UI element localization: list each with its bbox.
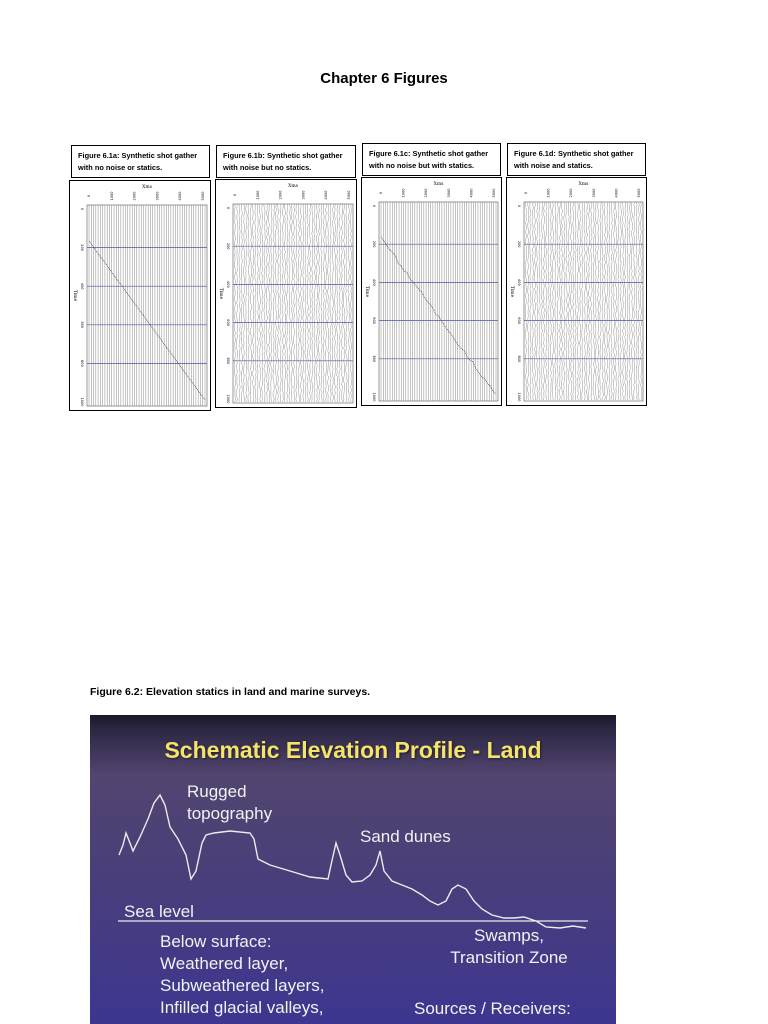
seismic-trace (541, 202, 542, 400)
sand-dunes-label: Sand dunes (360, 827, 451, 846)
list-item: Below surface: (160, 932, 272, 951)
x-tick-label: 1000 (109, 191, 114, 201)
y-tick-label: 600 (226, 319, 230, 326)
seismic-trace (530, 202, 531, 400)
seismic-trace (325, 204, 326, 402)
seismic-trace (568, 202, 569, 400)
seismic-trace (640, 202, 641, 400)
sources-receivers-label: Sources / Receivers: (414, 999, 571, 1018)
seismic-trace (552, 202, 553, 400)
y-tick-label: 1000 (226, 394, 230, 404)
seismic-trace (291, 204, 292, 402)
seismic-trace (582, 202, 583, 400)
seismic-trace (600, 202, 601, 400)
caption-line: with no noise or statics. (78, 163, 163, 172)
seismic-trace (607, 202, 608, 400)
seismic-trace (337, 204, 338, 402)
shot-gather-svg (362, 178, 501, 405)
seismic-trace (348, 204, 349, 402)
seismic-trace (525, 202, 526, 400)
figure-6-1b-plot (215, 179, 357, 408)
x-tick-label: 3000 (446, 188, 451, 198)
seismic-trace (332, 204, 333, 402)
x-tick-label: 2000 (424, 188, 429, 198)
slide-title: Schematic Elevation Profile - Land (164, 737, 542, 763)
seismic-trace (528, 202, 529, 400)
x-tick-label: 4000 (324, 190, 329, 200)
figure-6-1c-plot (361, 177, 502, 406)
y-axis-label: Time (509, 285, 514, 298)
y-tick-label: 400 (372, 279, 376, 286)
label-line: Rugged (187, 782, 247, 801)
y-tick-label: 200 (226, 242, 230, 250)
x-axis-label: Xms (142, 185, 152, 190)
seismic-trace (284, 204, 285, 402)
seismic-trace (532, 202, 533, 400)
seismic-trace (350, 204, 351, 402)
x-tick-label: 3000 (591, 188, 596, 198)
first-arrival-event (381, 237, 496, 394)
seismic-trace (305, 204, 306, 402)
seismic-trace (609, 202, 610, 400)
seismic-trace (273, 204, 274, 402)
y-tick-label: 800 (372, 355, 376, 363)
y-tick-label: 0 (372, 204, 376, 208)
seismic-trace (591, 202, 592, 400)
seismic-trace (303, 204, 304, 402)
seismic-trace (539, 202, 540, 400)
seismic-trace (250, 204, 251, 402)
seismic-trace (634, 202, 635, 400)
seismic-trace (559, 202, 560, 400)
seismic-trace (620, 202, 621, 400)
seismic-trace (268, 204, 269, 402)
seismic-trace (557, 202, 558, 400)
x-tick-label: 5000 (637, 188, 641, 198)
x-tick-label: 2000 (569, 188, 574, 198)
first-arrival-event (89, 241, 205, 400)
y-tick-label: 600 (517, 317, 521, 324)
y-axis-label: Time (364, 285, 369, 298)
seismic-trace (280, 204, 281, 402)
seismic-trace (253, 204, 254, 402)
seismic-trace (293, 204, 294, 402)
seismic-trace (334, 204, 335, 402)
seismic-trace (262, 204, 263, 402)
list-item: Weathered layer, (160, 954, 289, 973)
shot-gather-svg (216, 180, 356, 407)
caption-line: with no noise but with statics. (369, 161, 475, 170)
figure-6-1a-caption (71, 145, 210, 178)
seismic-trace (300, 204, 301, 402)
list-item: Infilled glacial valleys, (160, 998, 324, 1017)
seismic-trace (595, 202, 596, 400)
seismic-trace (296, 204, 297, 402)
seismic-trace (602, 202, 603, 400)
seismic-trace (613, 202, 614, 400)
seismic-trace (534, 202, 535, 400)
seismic-trace (550, 202, 551, 400)
swamps-label (445, 925, 573, 969)
caption-line: Figure 6.1d: Synthetic shot gather (514, 149, 634, 158)
seismic-trace (312, 204, 313, 402)
caption-line: Figure 6.1a: Synthetic shot gather (78, 151, 198, 160)
y-tick-label: 400 (80, 282, 84, 290)
figure-6-1d-plot (506, 177, 647, 406)
caption-line: with noise but no statics. (223, 163, 312, 172)
seismic-trace (346, 204, 347, 402)
y-axis-label: Time (72, 289, 77, 302)
x-tick-label: 3000 (155, 191, 160, 201)
seismic-trace (339, 204, 340, 402)
x-tick-label: 2000 (278, 190, 283, 200)
label-line: Swamps, (474, 926, 544, 945)
y-tick-label: 800 (80, 360, 84, 367)
x-tick-label: 0 (233, 193, 237, 197)
label-line: Transition Zone (450, 948, 568, 967)
seismic-trace (577, 202, 578, 400)
x-tick-label: 1000 (255, 190, 260, 200)
seismic-trace (579, 202, 580, 400)
seismic-trace (289, 204, 290, 402)
figure-6-1d-caption (507, 143, 646, 176)
shot-gather-svg (507, 178, 646, 405)
x-tick-label: 5000 (347, 190, 351, 200)
y-tick-label: 200 (80, 244, 84, 251)
caption-line: Figure 6.1b: Synthetic shot gather (223, 151, 343, 160)
x-axis-label: Xms (578, 182, 589, 187)
x-tick-label: 0 (379, 191, 383, 195)
seismic-trace (287, 204, 288, 402)
y-tick-label: 800 (226, 357, 230, 365)
list-item: Subweathered layers, (160, 976, 325, 995)
seismic-trace (631, 202, 632, 400)
seismic-trace (239, 204, 240, 402)
seismic-trace (548, 202, 549, 400)
seismic-trace (278, 204, 279, 402)
seismic-trace (241, 204, 242, 402)
seismic-trace (266, 204, 267, 402)
x-tick-label: 5000 (201, 191, 205, 201)
seismic-trace (546, 202, 547, 400)
figure-6-1c-caption (362, 143, 501, 176)
seismic-trace (629, 202, 630, 400)
y-tick-label: 1000 (372, 392, 376, 402)
x-tick-label: 1000 (401, 188, 406, 198)
x-tick-label: 4000 (178, 191, 183, 201)
seismic-trace (341, 204, 342, 402)
seismic-trace (282, 204, 283, 402)
x-tick-label: 2000 (132, 191, 137, 201)
y-tick-label: 200 (372, 240, 376, 248)
figure-6-2-caption: Figure 6.2: Elevation statics in land and marine surveys. (90, 686, 371, 698)
seismic-trace (636, 202, 637, 400)
seismic-trace (638, 202, 639, 400)
seismic-trace (275, 204, 276, 402)
y-tick-label: 800 (517, 355, 521, 363)
x-tick-label: 4000 (469, 188, 474, 198)
rugged-topography-label (187, 781, 272, 825)
elevation-profile-slide (90, 715, 616, 1024)
seismic-trace (555, 202, 556, 400)
seismic-trace (309, 204, 310, 402)
seismic-trace (246, 204, 247, 402)
seismic-trace (564, 202, 565, 400)
seismic-trace (566, 202, 567, 400)
below-surface-list (160, 931, 324, 1019)
x-axis-label: Xms (433, 182, 444, 187)
label-line: topography (187, 804, 273, 823)
seismic-trace (622, 202, 623, 400)
seismic-trace (561, 202, 562, 400)
x-tick-label: 1000 (546, 188, 551, 198)
x-tick-label: 5000 (492, 188, 496, 198)
seismic-trace (243, 204, 244, 402)
shot-gather-svg (70, 181, 210, 410)
seismic-trace (593, 202, 594, 400)
seismic-trace (314, 204, 315, 402)
seismic-trace (537, 202, 538, 400)
seismic-trace (330, 204, 331, 402)
seismic-trace (543, 202, 544, 400)
seismic-trace (328, 204, 329, 402)
x-tick-label: 0 (87, 194, 91, 198)
figure-6-1a-plot (69, 180, 211, 411)
seismic-trace (271, 204, 272, 402)
page-title: Chapter 6 Figures (320, 70, 448, 87)
y-tick-label: 1000 (517, 392, 521, 402)
seismic-trace (575, 202, 576, 400)
seismic-trace (570, 202, 571, 400)
x-axis-label: Xms (288, 184, 298, 189)
figure-6-1b-caption (216, 145, 356, 178)
seismic-trace (586, 202, 587, 400)
seismic-trace (627, 202, 628, 400)
caption-line: with noise and statics. (514, 161, 593, 170)
seismic-trace (298, 204, 299, 402)
seismic-trace (264, 204, 265, 402)
seismic-trace (598, 202, 599, 400)
seismic-trace (604, 202, 605, 400)
y-tick-label: 0 (226, 206, 230, 210)
x-tick-label: 4000 (614, 188, 619, 198)
seismic-trace (611, 202, 612, 400)
seismic-trace (584, 202, 585, 400)
seismic-trace (588, 202, 589, 400)
seismic-trace (323, 204, 324, 402)
y-tick-label: 1000 (80, 397, 84, 407)
y-tick-label: 400 (226, 281, 230, 288)
y-axis-label: Time (218, 287, 223, 300)
seismic-trace (248, 204, 249, 402)
seismic-trace (316, 204, 317, 402)
seismic-trace (237, 204, 238, 402)
seismic-trace (259, 204, 260, 402)
y-tick-label: 400 (517, 279, 521, 286)
seismic-trace (618, 202, 619, 400)
seismic-trace (307, 204, 308, 402)
y-tick-label: 0 (517, 204, 521, 208)
sea-level-label: Sea level (124, 902, 194, 921)
y-tick-label: 600 (372, 317, 376, 324)
y-tick-label: 200 (517, 240, 521, 248)
seismic-trace (257, 204, 258, 402)
seismic-trace (625, 202, 626, 400)
x-tick-label: 3000 (301, 190, 306, 200)
caption-line: Figure 6.1c: Synthetic shot gather (369, 149, 489, 158)
seismic-trace (573, 202, 574, 400)
seismic-trace (255, 204, 256, 402)
x-tick-label: 0 (524, 191, 528, 195)
y-tick-label: 600 (80, 321, 84, 329)
seismic-trace (343, 204, 344, 402)
seismic-trace (616, 202, 617, 400)
seismic-trace (234, 204, 235, 402)
y-tick-label: 0 (80, 207, 84, 211)
seismic-trace (321, 204, 322, 402)
seismic-trace (319, 204, 320, 402)
